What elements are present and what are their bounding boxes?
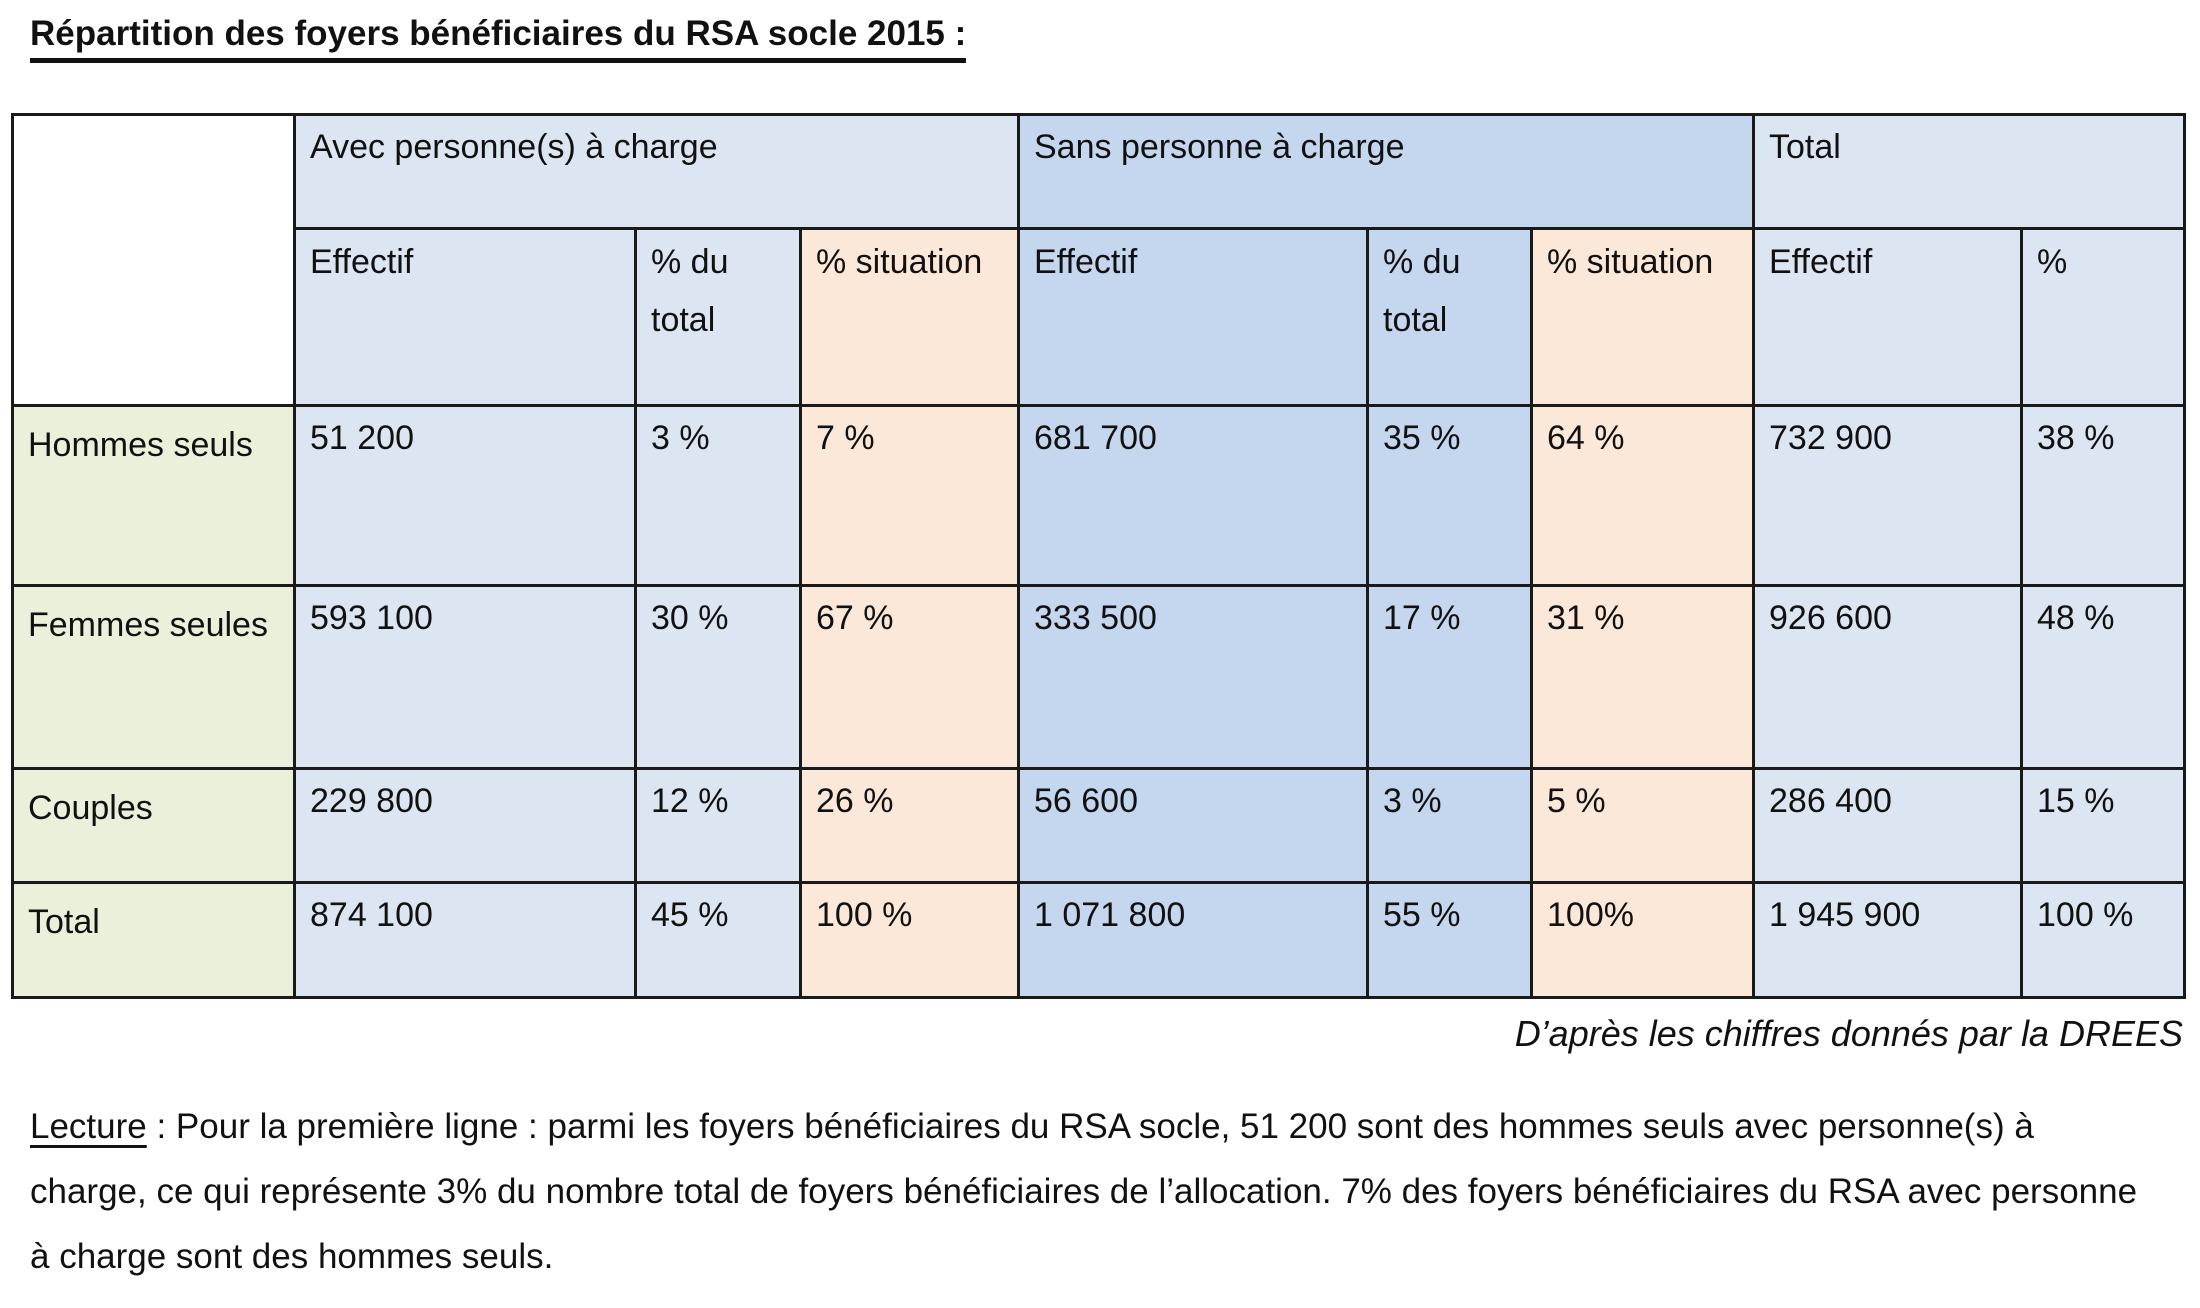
cell-value: 15 % xyxy=(2022,769,2185,883)
row-label-femmes-seules: Femmes seules xyxy=(13,586,295,769)
cell-value: 681 700 xyxy=(1019,406,1368,586)
row-label-couples: Couples xyxy=(13,769,295,883)
cell-value: 17 % xyxy=(1368,586,1532,769)
table-row xyxy=(13,406,2185,586)
cell-value: 12 % xyxy=(636,769,801,883)
subheader-avec-effectif: Effectif xyxy=(295,229,636,406)
cell-value: 31 % xyxy=(1532,586,1754,769)
cell-value: 55 % xyxy=(1368,883,1532,998)
row-label-total: Total xyxy=(13,883,295,998)
cell-value: 26 % xyxy=(801,769,1019,883)
cell-value: 3 % xyxy=(1368,769,1532,883)
rsa-table xyxy=(11,113,2186,999)
group-header-avec: Avec personne(s) à charge xyxy=(295,115,1019,229)
cell-value: 38 % xyxy=(2022,406,2185,586)
subheader-sans-pct-situation: % situation xyxy=(1532,229,1754,406)
subheader-sans-pct-total: % du total xyxy=(1368,229,1532,406)
group-header-total: Total xyxy=(1754,115,2185,229)
header-group-row xyxy=(13,115,2185,229)
subheader-total-effectif: Effectif xyxy=(1754,229,2022,406)
cell-value: 1 945 900 xyxy=(1754,883,2022,998)
cell-value: 56 600 xyxy=(1019,769,1368,883)
source-note: D’après les chiffres donnés par la DREES xyxy=(1514,1013,2183,1054)
table-row xyxy=(13,883,2185,998)
cell-value: 1 071 800 xyxy=(1019,883,1368,998)
cell-value: 5 % xyxy=(1532,769,1754,883)
cell-value: 67 % xyxy=(801,586,1019,769)
cell-value: 100 % xyxy=(2022,883,2185,998)
cell-value: 30 % xyxy=(636,586,801,769)
subheader-avec-pct-situation: % situation xyxy=(801,229,1019,406)
cell-value: 732 900 xyxy=(1754,406,2022,586)
sub-header-row xyxy=(13,229,2185,406)
table-row xyxy=(13,586,2185,769)
cell-value: 3 % xyxy=(636,406,801,586)
group-header-sans: Sans personne à charge xyxy=(1019,115,1754,229)
lecture-label: Lecture xyxy=(30,1107,147,1146)
cell-value: 593 100 xyxy=(295,586,636,769)
cell-value: 874 100 xyxy=(295,883,636,998)
cell-value: 7 % xyxy=(801,406,1019,586)
row-label-hommes-seuls: Hommes seuls xyxy=(13,406,295,586)
cell-value: 926 600 xyxy=(1754,586,2022,769)
cell-value: 35 % xyxy=(1368,406,1532,586)
cell-value: 100 % xyxy=(801,883,1019,998)
page-title: Répartition des foyers bénéficiaires du RSA socle 2015 : xyxy=(30,14,2200,63)
lecture-text: : Pour la première ligne : parmi les foyers bénéficiaires du RSA socle, 51 200 sont des hommes seuls avec personne(s) à charge, ce qui représente 3% du nombre total de foyers bénéficiaires de l’allocation. 7% des foyers bénéficiaires du RSA avec personne à charge sont des hommes seuls. xyxy=(30,1107,2138,1276)
cell-value: 48 % xyxy=(2022,586,2185,769)
cell-value: 100% xyxy=(1532,883,1754,998)
cell-value: 229 800 xyxy=(295,769,636,883)
subheader-avec-pct-total: % du total xyxy=(636,229,801,406)
corner-empty-cell xyxy=(13,115,295,406)
cell-value: 45 % xyxy=(636,883,801,998)
table-row xyxy=(13,769,2185,883)
cell-value: 64 % xyxy=(1532,406,1754,586)
subheader-total-pct: % xyxy=(2022,229,2185,406)
cell-value: 51 200 xyxy=(295,406,636,586)
subheader-sans-effectif: Effectif xyxy=(1019,229,1368,406)
lecture-paragraph xyxy=(30,1095,2160,1289)
cell-value: 286 400 xyxy=(1754,769,2022,883)
cell-value: 333 500 xyxy=(1019,586,1368,769)
